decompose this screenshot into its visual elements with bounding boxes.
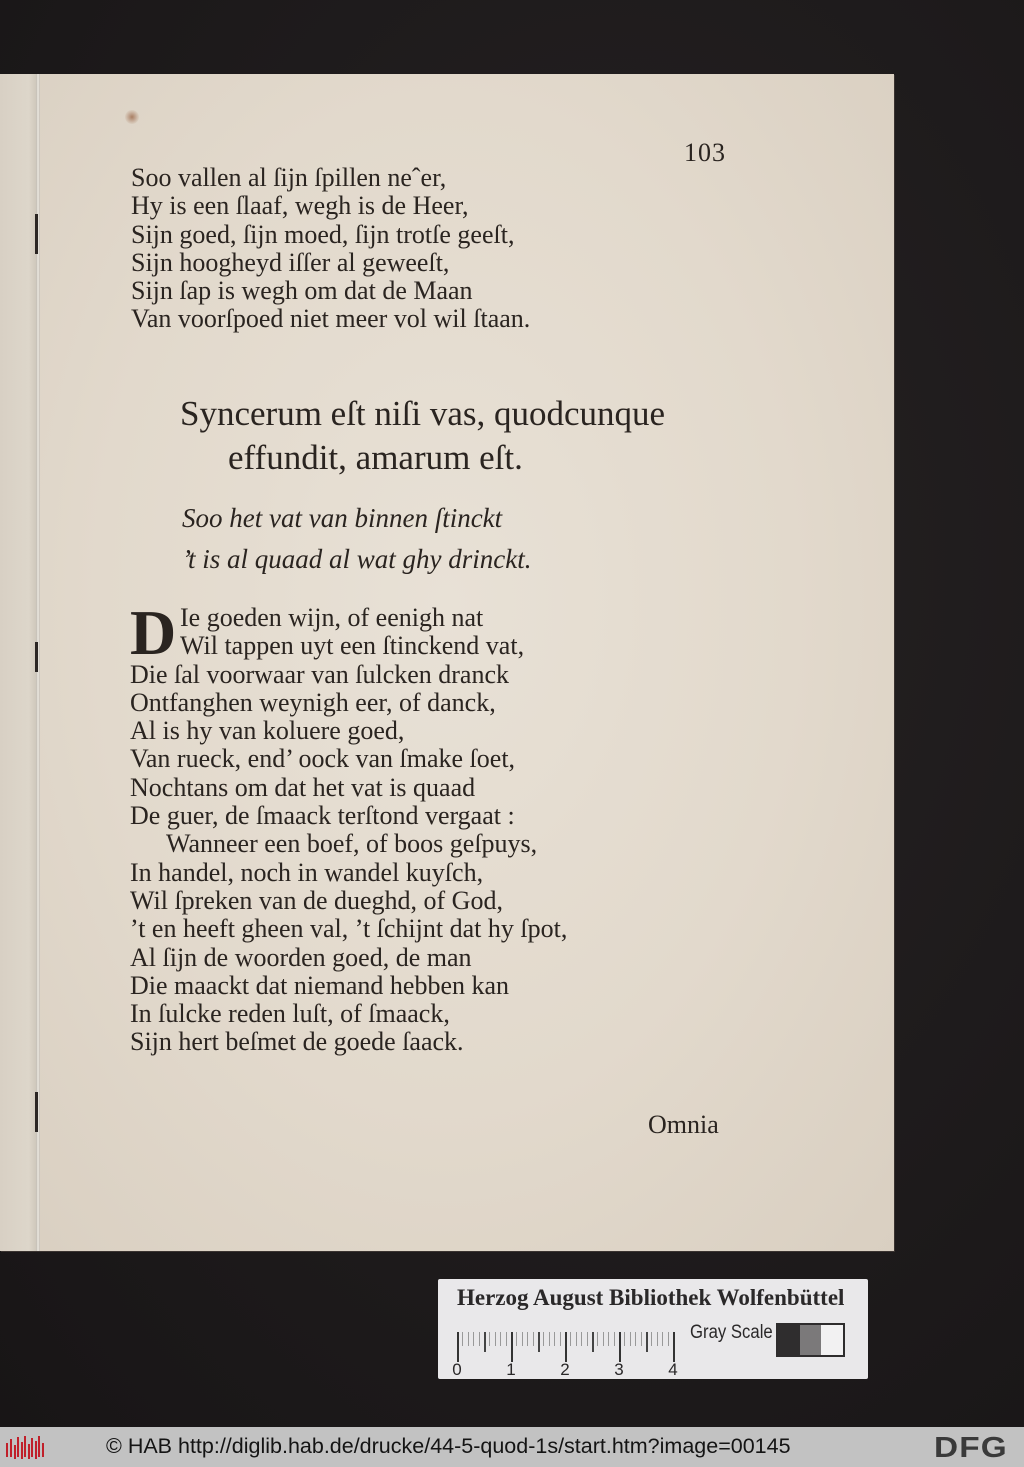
measurement-ruler: [452, 1324, 685, 1379]
verse-line: Hy is een ſlaaf, wegh is de Heer,: [131, 191, 469, 221]
verse-line: Al is hy van koluere goed,: [130, 716, 405, 746]
verse-line: Nochtans om dat het vat is quaad: [130, 772, 476, 802]
verse-line: Wil tappen uyt een ſtinckend vat,: [180, 631, 525, 661]
verse-line: In handel, noch in wandel kuyſch,: [130, 857, 484, 887]
ruler-label: 3: [614, 1360, 624, 1379]
verse-top: [131, 164, 530, 334]
verse-line: ’t en heeft gheen val, ’t ſchijnt dat hy ſpot,: [130, 914, 568, 944]
latin-heading-line: Syncerum eſt niſi vas, quodcunque: [180, 394, 666, 433]
catchword: Omnia: [648, 1110, 719, 1139]
library-name: Herzog August Bibliothek Wolfenbüttel: [457, 1285, 845, 1310]
ruler-label: 4: [668, 1360, 678, 1379]
verse-line: Die maackt dat niemand hebben kan: [130, 970, 510, 1000]
verse-line: Wil ſpreken van de dueghd, of God,: [130, 885, 503, 915]
drop-cap: D: [130, 597, 177, 668]
verse-line: Die ſal voorwaar van ſulcken dranck: [130, 659, 510, 689]
verse-main: [130, 597, 568, 1057]
verse-line: Sijn hert beſmet de goede ſaack.: [130, 1027, 464, 1057]
verse-line: Soo vallen al ſijn ſpillen neˆer,: [131, 163, 447, 192]
motto-line: Soo het vat van binnen ſtinckt: [182, 503, 503, 533]
swatch-light: [821, 1325, 843, 1355]
verse-line: Sijn hoogheyd iſſer al geweeſt,: [131, 247, 450, 277]
verse-line: Ontfanghen weynigh eer, of danck,: [130, 687, 496, 717]
gutter-mark: [35, 1092, 38, 1132]
ruler-label: 1: [506, 1360, 516, 1379]
verse-line: Sijn ſap is wegh om dat de Maan: [131, 276, 473, 306]
hab-barcode-logo-icon: [5, 1433, 45, 1461]
ruler-label: 2: [560, 1360, 570, 1379]
library-color-card: [438, 1279, 868, 1379]
gutter-mark: [35, 642, 38, 672]
swatch-mid: [800, 1325, 822, 1355]
swatch-dark: [778, 1325, 800, 1355]
scanned-book-page: [0, 74, 894, 1251]
grayscale-swatches: [776, 1323, 845, 1357]
verse-line: Al ſijn de woorden goed, de man: [130, 942, 472, 972]
ruler-label: 0: [452, 1360, 462, 1379]
paper-stain: [125, 110, 139, 124]
copyright-url-link[interactable]: © HAB http://diglib.hab.de/drucke/44-5-quod-1s/start.htm?image=00145: [106, 1434, 791, 1458]
verse-line: In ſulcke reden luſt, of ſmaack,: [130, 999, 450, 1029]
verse-line: Van voorſpoed niet meer vol wil ſtaan.: [131, 304, 531, 334]
verse-line: Wanneer een boef, of boos geſpuys,: [166, 829, 538, 859]
dfg-logo-icon: DFG: [934, 1432, 1008, 1464]
page-number: 103: [684, 138, 726, 167]
latin-heading-line: effundit, amarum eſt.: [228, 438, 523, 477]
verse-line: De guer, de ſmaack terſtond vergaat :: [130, 801, 515, 831]
verse-line: Sijn goed, ſijn moed, ſijn trotſe geeſt,: [131, 219, 515, 249]
dutch-motto: [182, 498, 531, 580]
footer-bar: [0, 1427, 1024, 1467]
gutter-mark: [35, 214, 38, 254]
motto-line: ’t is al quaad al wat ghy drinckt.: [182, 544, 532, 574]
grayscale-label: Gray Scale: [690, 1322, 773, 1343]
verse-line: Van rueck, end’ oock van ſmake ſoet,: [130, 744, 516, 774]
previous-page-edge: [0, 74, 36, 1251]
verse-line: Ie goeden wijn, of eenigh nat: [180, 603, 484, 632]
